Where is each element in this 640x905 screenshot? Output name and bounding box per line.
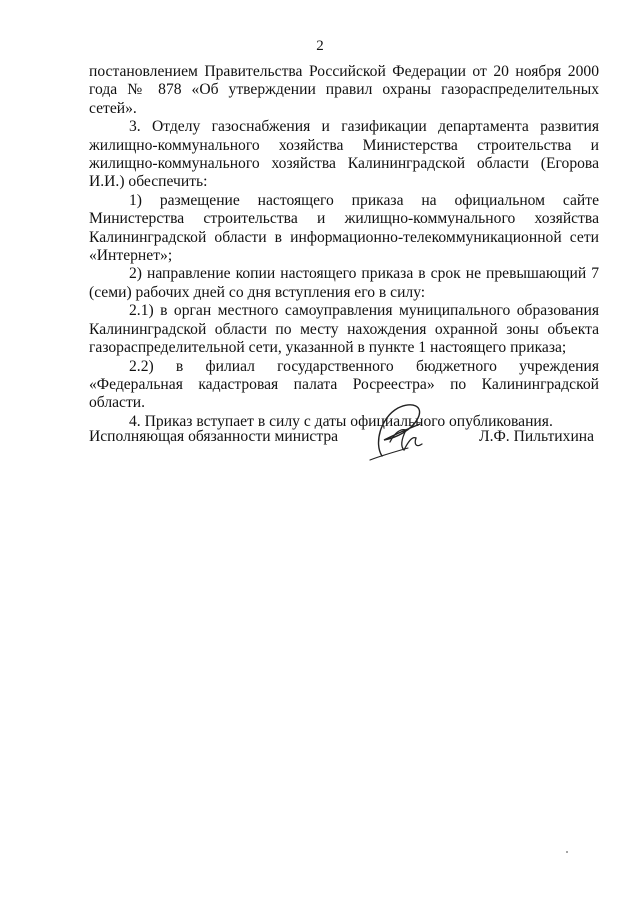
paragraph-preamble-continuation: постановлением Правительства Российской Федерации от 20 ноября 2000 года № 878 «Об утверждении правил охраны газораспределительных сетей». — [89, 63, 599, 117]
signatory-role: Исполняющая обязанности министра — [89, 428, 339, 445]
paragraph-item-3-2-1: 2.1) в орган местного самоуправления муниципального образования Калининградской области по месту нахождения охранной зоны объекта газораспределительной сети, указанной в пункте 1 настоящего приказа; — [89, 302, 599, 357]
paragraph-item-3: 3. Отделу газоснабжения и газификации департамента развития жилищно-коммунального хозяйства Министерства строительства и жилищно-коммунального хозяйства Калининградской области (Егорова И.И.) обеспечить: — [89, 118, 599, 191]
handwritten-signature — [360, 398, 440, 466]
signatory-name: Л.Ф. Пильтихина — [479, 428, 595, 445]
scan-speck — [566, 851, 568, 853]
document-body — [89, 63, 599, 431]
paragraph-item-4: 4. Приказ вступает в силу с даты официального опубликования. — [129, 412, 553, 430]
paragraph-item-3-1: 1) размещение настоящего приказа на официальном сайте Министерства строительства и жилищно-коммунального хозяйства Калининградской области в информационно-телекоммуникационной сети «Интернет»; — [89, 191, 599, 265]
page-number: 2 — [316, 38, 324, 54]
paragraph-item-3-2-2: 2.2) в филиал государственного бюджетного учреждения «Федеральная кадастровая палата Росреестра» по Калининградской области. — [89, 357, 599, 412]
paragraph-item-3-2: 2) направление копии настоящего приказа в срок не превышающий 7 (семи) рабочих дней со дня вступления его в силу: — [89, 265, 599, 301]
